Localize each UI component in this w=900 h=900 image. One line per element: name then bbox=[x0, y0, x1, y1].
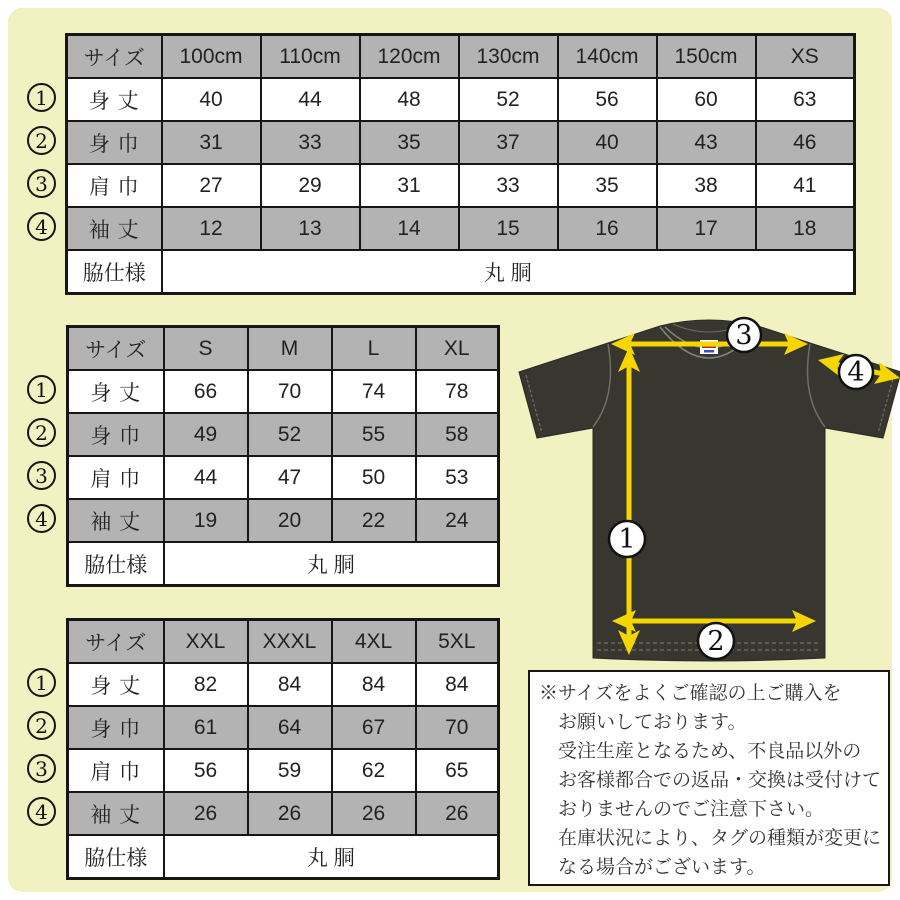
value-cell: 38 bbox=[657, 164, 756, 207]
measurement-row bbox=[67, 164, 855, 207]
svg-text:1: 1 bbox=[618, 524, 636, 555]
value-cell: 44 bbox=[261, 78, 360, 121]
size-column-header: M bbox=[248, 327, 332, 371]
measurement-row bbox=[68, 792, 499, 835]
row-label-cell: 袖 丈 bbox=[68, 792, 164, 835]
size-column-header: XXL bbox=[164, 620, 248, 664]
measurement-row bbox=[68, 413, 499, 456]
value-cell: 84 bbox=[416, 663, 499, 706]
value-cell: 47 bbox=[248, 456, 332, 499]
side-spec-value-cell: 丸 胴 bbox=[162, 250, 855, 294]
size-column-header: S bbox=[164, 327, 248, 371]
value-cell: 64 bbox=[248, 706, 332, 749]
value-cell: 26 bbox=[332, 792, 416, 835]
size-table-adult bbox=[66, 325, 500, 587]
value-cell: 19 bbox=[164, 499, 248, 542]
size-table-plus bbox=[66, 618, 500, 880]
value-cell: 15 bbox=[459, 207, 558, 250]
table-header-row bbox=[67, 35, 855, 79]
measure-circle-4 bbox=[839, 355, 873, 389]
value-cell: 53 bbox=[416, 456, 499, 499]
measurement-row bbox=[67, 78, 855, 121]
value-cell: 13 bbox=[261, 207, 360, 250]
notice-line: お願いしております。 bbox=[558, 712, 747, 733]
value-cell: 78 bbox=[416, 370, 499, 413]
row-number-badge-4: 4 bbox=[27, 797, 56, 826]
measurement-row bbox=[68, 370, 499, 413]
value-cell: 66 bbox=[164, 370, 248, 413]
row-label-cell: 袖 丈 bbox=[67, 207, 162, 250]
measurement-row bbox=[68, 456, 499, 499]
measurement-row bbox=[68, 499, 499, 542]
value-cell: 82 bbox=[164, 663, 248, 706]
notice-line: おりませんのでご注意下さい。 bbox=[558, 799, 825, 820]
value-cell: 37 bbox=[459, 121, 558, 164]
row-number-badge-4: 4 bbox=[27, 504, 56, 533]
tshirt-diagram bbox=[513, 311, 900, 666]
value-cell: 14 bbox=[360, 207, 459, 250]
notice-line: お客様都合での返品・交換は受付けて bbox=[558, 770, 882, 791]
value-cell: 52 bbox=[459, 78, 558, 121]
value-cell: 59 bbox=[248, 749, 332, 792]
side-spec-row bbox=[68, 835, 499, 879]
value-cell: 29 bbox=[261, 164, 360, 207]
value-cell: 62 bbox=[332, 749, 416, 792]
size-column-header: 4XL bbox=[332, 620, 416, 664]
side-spec-label-cell: 脇仕様 bbox=[68, 542, 164, 586]
value-cell: 12 bbox=[162, 207, 261, 250]
side-spec-label-cell: 脇仕様 bbox=[68, 835, 164, 879]
row-label-cell: 身 丈 bbox=[68, 663, 164, 706]
size-header-cell: サイズ bbox=[67, 35, 162, 79]
row-number-badge-2: 2 bbox=[27, 126, 56, 155]
value-cell: 31 bbox=[162, 121, 261, 164]
row-label-cell: 肩 巾 bbox=[68, 456, 164, 499]
value-cell: 60 bbox=[657, 78, 756, 121]
measurement-row bbox=[68, 749, 499, 792]
size-column-header: L bbox=[332, 327, 416, 371]
side-spec-row bbox=[68, 542, 499, 586]
value-cell: 56 bbox=[558, 78, 657, 121]
value-cell: 46 bbox=[756, 121, 855, 164]
row-number-badge-1: 1 bbox=[27, 83, 56, 112]
size-column-header: 140cm bbox=[558, 35, 657, 79]
value-cell: 84 bbox=[248, 663, 332, 706]
value-cell: 24 bbox=[416, 499, 499, 542]
measure-circle-1 bbox=[609, 521, 645, 557]
value-cell: 27 bbox=[162, 164, 261, 207]
side-spec-value-cell: 丸 胴 bbox=[164, 542, 499, 586]
row-label-cell: 身 巾 bbox=[67, 121, 162, 164]
row-label-cell: 肩 巾 bbox=[67, 164, 162, 207]
value-cell: 63 bbox=[756, 78, 855, 121]
measurement-row bbox=[67, 207, 855, 250]
value-cell: 61 bbox=[164, 706, 248, 749]
size-header-cell: サイズ bbox=[68, 620, 164, 664]
row-label-cell: 身 丈 bbox=[68, 370, 164, 413]
row-number-badge-3: 3 bbox=[27, 169, 56, 198]
value-cell: 52 bbox=[248, 413, 332, 456]
size-column-header: 130cm bbox=[459, 35, 558, 79]
value-cell: 48 bbox=[360, 78, 459, 121]
size-column-header: 5XL bbox=[416, 620, 499, 664]
side-spec-label-cell: 脇仕様 bbox=[67, 250, 162, 294]
side-spec-row bbox=[67, 250, 855, 294]
notice-line: なる場合がございます。 bbox=[558, 857, 766, 878]
value-cell: 22 bbox=[332, 499, 416, 542]
row-label-cell: 身 巾 bbox=[68, 413, 164, 456]
value-cell: 70 bbox=[416, 706, 499, 749]
value-cell: 40 bbox=[162, 78, 261, 121]
size-column-header: 150cm bbox=[657, 35, 756, 79]
svg-text:3: 3 bbox=[735, 320, 753, 351]
value-cell: 58 bbox=[416, 413, 499, 456]
size-column-header: 100cm bbox=[162, 35, 261, 79]
value-cell: 26 bbox=[248, 792, 332, 835]
value-cell: 56 bbox=[164, 749, 248, 792]
measurement-row bbox=[68, 706, 499, 749]
size-column-header: XS bbox=[756, 35, 855, 79]
background-panel bbox=[8, 8, 892, 892]
svg-text:4: 4 bbox=[847, 357, 865, 388]
measure-circle-3 bbox=[727, 318, 761, 352]
notice-line: 在庫状況により、タグの種類が変更に bbox=[558, 828, 882, 849]
size-table-kids bbox=[65, 33, 856, 295]
svg-text:2: 2 bbox=[707, 626, 725, 657]
row-label-cell: 袖 丈 bbox=[68, 499, 164, 542]
row-label-cell: 身 丈 bbox=[67, 78, 162, 121]
value-cell: 65 bbox=[416, 749, 499, 792]
value-cell: 26 bbox=[416, 792, 499, 835]
value-cell: 67 bbox=[332, 706, 416, 749]
measurement-row bbox=[68, 663, 499, 706]
value-cell: 16 bbox=[558, 207, 657, 250]
value-cell: 43 bbox=[657, 121, 756, 164]
row-label-cell: 身 巾 bbox=[68, 706, 164, 749]
size-column-header: XL bbox=[416, 327, 499, 371]
value-cell: 35 bbox=[558, 164, 657, 207]
row-number-badge-3: 3 bbox=[27, 461, 56, 490]
size-column-header: 120cm bbox=[360, 35, 459, 79]
table-header-row bbox=[68, 620, 499, 664]
row-number-badge-2: 2 bbox=[27, 418, 56, 447]
value-cell: 70 bbox=[248, 370, 332, 413]
row-number-badge-1: 1 bbox=[27, 668, 56, 697]
notice-box bbox=[528, 670, 890, 886]
measure-circle-2 bbox=[698, 623, 734, 659]
row-number-badge-1: 1 bbox=[27, 375, 56, 404]
value-cell: 44 bbox=[164, 456, 248, 499]
value-cell: 50 bbox=[332, 456, 416, 499]
table-header-row bbox=[68, 327, 499, 371]
value-cell: 33 bbox=[261, 121, 360, 164]
side-spec-value-cell: 丸 胴 bbox=[164, 835, 499, 879]
value-cell: 17 bbox=[657, 207, 756, 250]
value-cell: 31 bbox=[360, 164, 459, 207]
value-cell: 26 bbox=[164, 792, 248, 835]
value-cell: 33 bbox=[459, 164, 558, 207]
notice-line: ※サイズをよくご確認の上ご購入を bbox=[539, 683, 842, 704]
row-label-cell: 肩 巾 bbox=[68, 749, 164, 792]
value-cell: 74 bbox=[332, 370, 416, 413]
value-cell: 40 bbox=[558, 121, 657, 164]
value-cell: 41 bbox=[756, 164, 855, 207]
value-cell: 18 bbox=[756, 207, 855, 250]
row-number-badge-4: 4 bbox=[27, 212, 56, 241]
row-number-badge-2: 2 bbox=[27, 711, 56, 740]
value-cell: 49 bbox=[164, 413, 248, 456]
row-number-badge-3: 3 bbox=[27, 754, 56, 783]
size-header-cell: サイズ bbox=[68, 327, 164, 371]
notice-line: 受注生産となるため、不良品以外の bbox=[558, 741, 862, 762]
value-cell: 84 bbox=[332, 663, 416, 706]
measurement-row bbox=[67, 121, 855, 164]
value-cell: 55 bbox=[332, 413, 416, 456]
value-cell: 20 bbox=[248, 499, 332, 542]
size-column-header: 110cm bbox=[261, 35, 360, 79]
value-cell: 35 bbox=[360, 121, 459, 164]
size-column-header: XXXL bbox=[248, 620, 332, 664]
